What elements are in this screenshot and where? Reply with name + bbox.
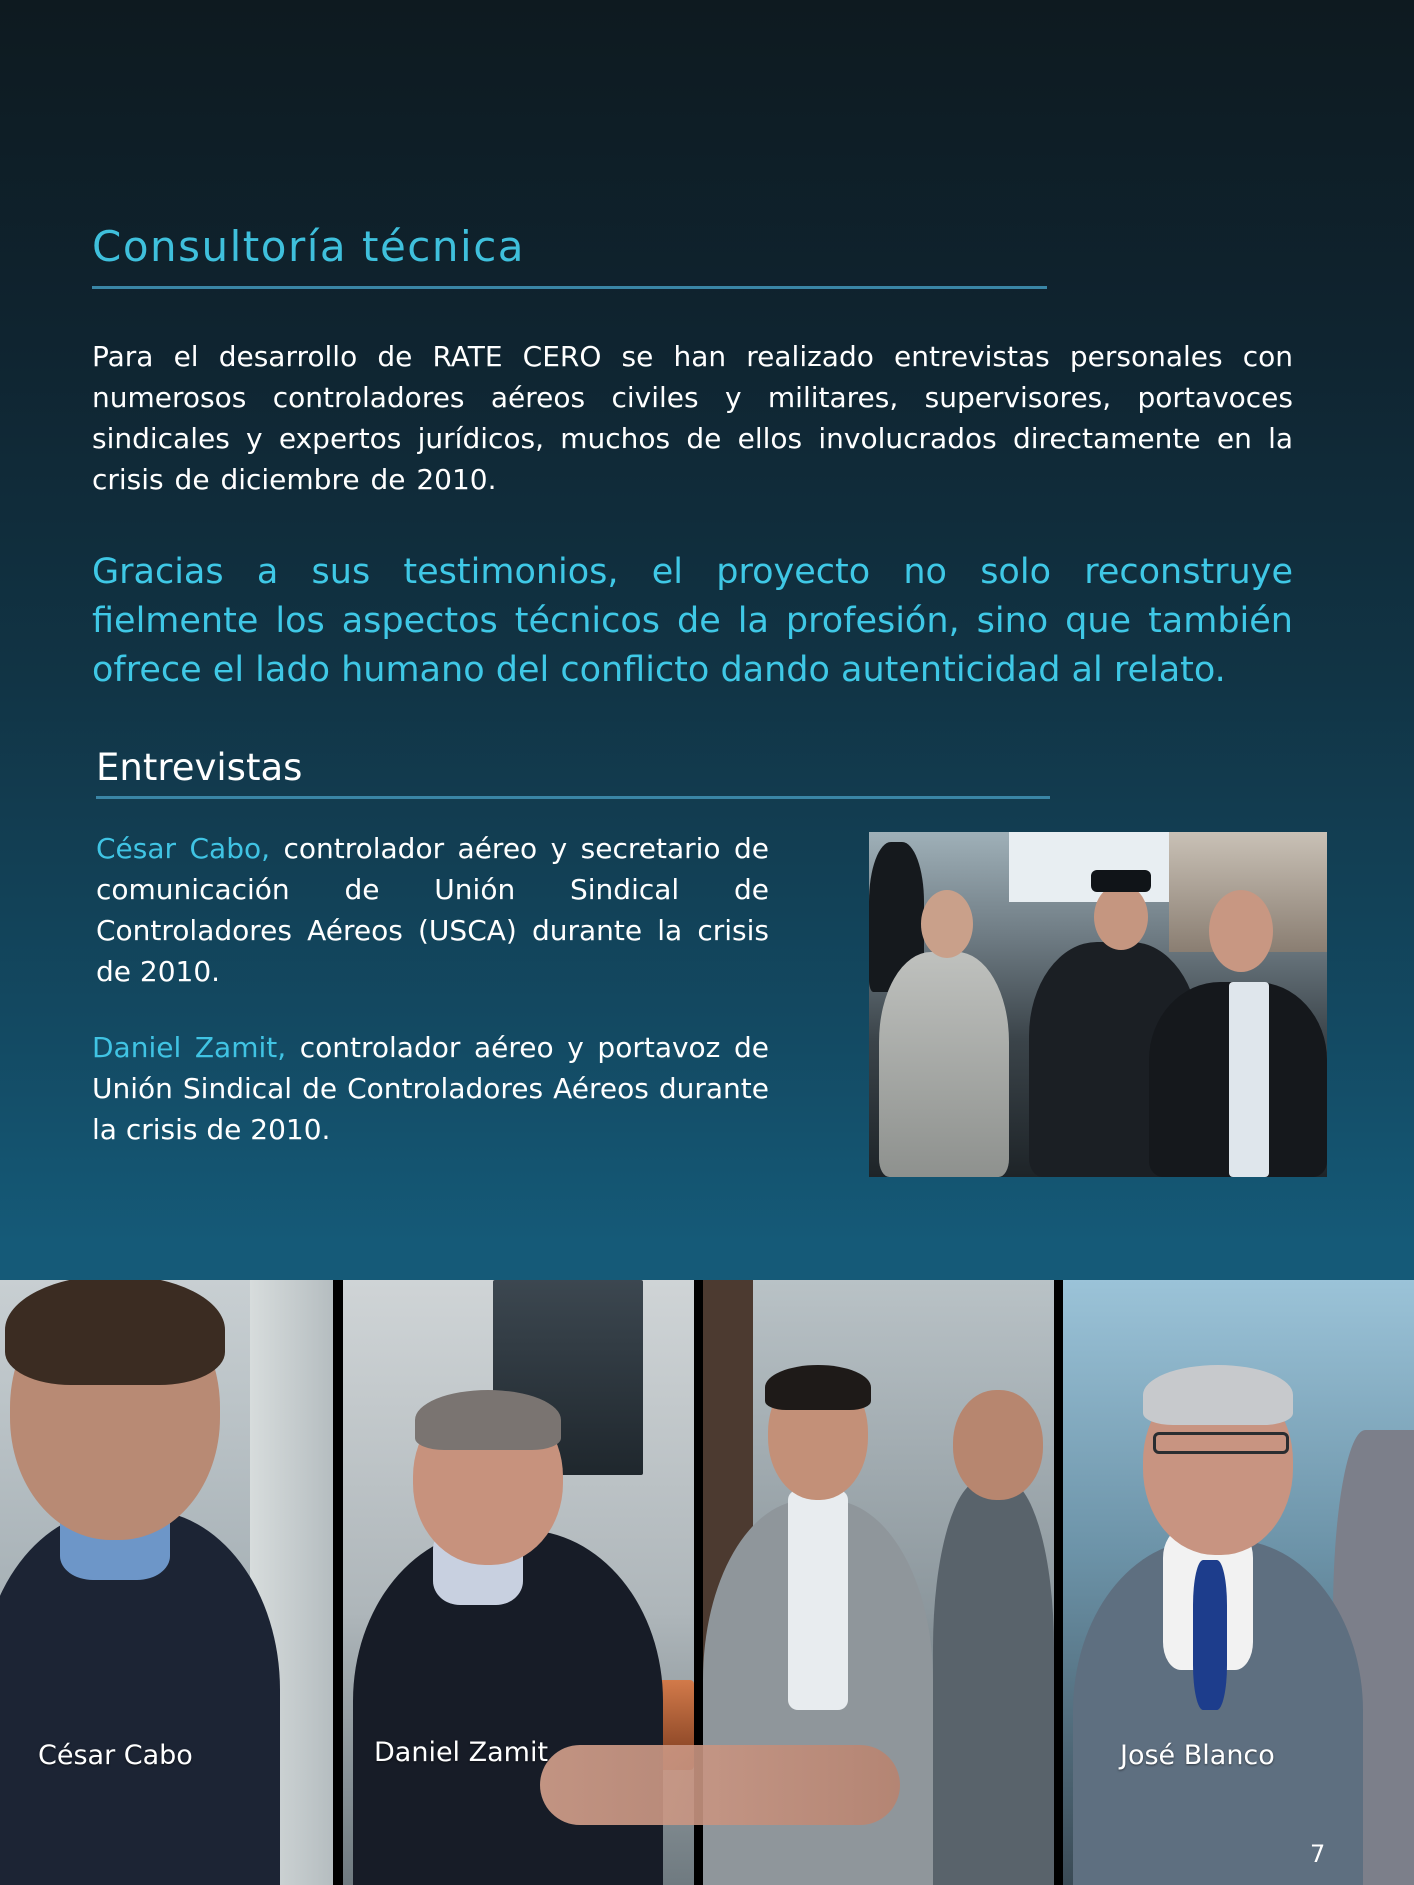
interview-bio-daniel-zamit (92, 1027, 769, 1150)
interviewee-name: César Cabo, (96, 832, 271, 865)
page-number: 7 (1310, 1840, 1326, 1868)
photo-head (953, 1390, 1043, 1500)
photo-caption: José Blanco (1120, 1740, 1275, 1771)
photo-glasses (1153, 1432, 1289, 1454)
interviewee-description: controlador aéreo y portavoz de Unión Sindical de Controladores Aéreos durante la crisis de 2010. (92, 1031, 769, 1146)
photo-shirt (788, 1490, 848, 1710)
photo-hair (415, 1390, 561, 1450)
interviewee-description: controlador aéreo y secretario de comunicación de Unión Sindical de Controladores Aéreos (USCA) durante la crisis de 2010. (96, 832, 770, 988)
photo-figure-head (1209, 890, 1273, 972)
handshake-graphic (540, 1745, 900, 1825)
interviews-title: Entrevistas (96, 746, 303, 789)
photo-tie (1193, 1560, 1227, 1710)
photo-police-cap (1091, 870, 1151, 892)
photo-hair (5, 1280, 225, 1385)
section-title: Consultoría técnica (92, 222, 526, 271)
photo-figure-head (1094, 884, 1148, 950)
interviews-divider (96, 796, 1050, 799)
interviewee-name: Daniel Zamit, (92, 1031, 287, 1064)
photo-figure (879, 952, 1009, 1177)
intro-paragraph: Para el desarrollo de RATE CERO se han realizado entrevistas personales con numerosos controladores aéreos civiles y militares, supervisores, portavoces sindicales y expertos jurídicos, muchos de ellos involucrados directamente en la crisis de diciembre de 2010. (92, 340, 1293, 496)
photo-caption: Daniel Zamit (374, 1737, 549, 1768)
photo-figure-head (921, 890, 973, 958)
photo-figure-shirt (1229, 982, 1269, 1177)
protest-photo (869, 832, 1327, 1177)
photo-suit (933, 1480, 1054, 1885)
interview-bio-cesar-cabo (96, 828, 769, 992)
photo-hair (765, 1365, 871, 1410)
photo-panel-jose-blanco (1063, 1280, 1414, 1885)
photo-hair (1143, 1365, 1293, 1425)
highlight-paragraph: Gracias a sus testimonios, el proyecto no solo reconstruye fielmente los aspectos técnicos de la profesión, sino que también ofrece el lado humano del conflicto dando autenticidad al relato. (92, 552, 1293, 690)
title-divider (92, 286, 1047, 289)
photo-caption: César Cabo (38, 1740, 193, 1771)
photo-panel-cesar-cabo (0, 1280, 333, 1885)
